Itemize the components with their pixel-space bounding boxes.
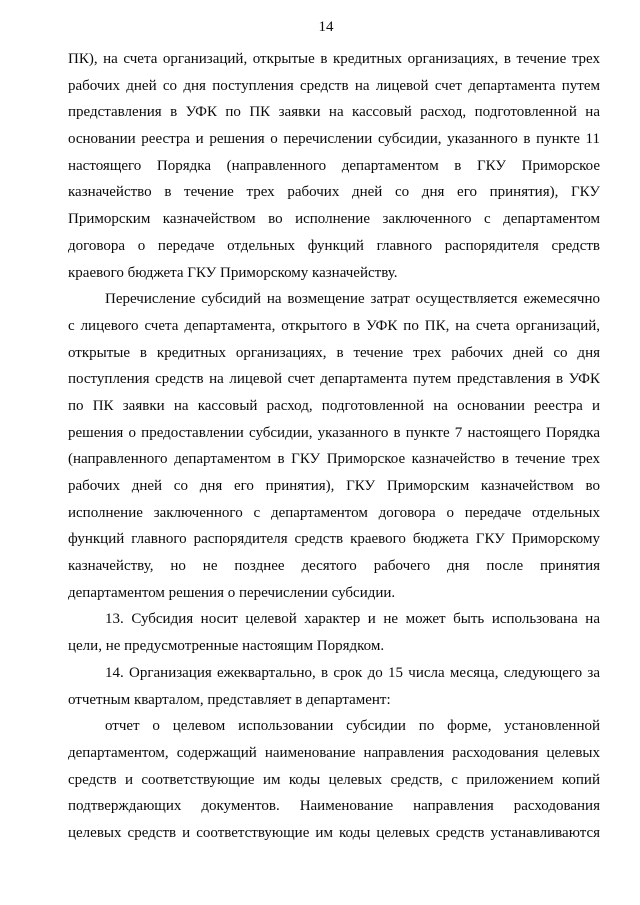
text-line: основании реестра и решения о перечислении субсидии, указанного в пункте 11 bbox=[68, 131, 600, 148]
text-line: рабочих дней со дня его принятия), ГКУ Приморским казначейством во bbox=[68, 478, 600, 494]
text-line: цели, не предусмотренные настоящим Порядком. bbox=[68, 638, 385, 655]
document-body bbox=[68, 46, 600, 847]
text-line: казначейство в течение трех рабочих дней со дня его принятия), ГКУ bbox=[68, 184, 600, 201]
text-line: ПК), на счета организаций, открытые в кредитных организациях, в течение трех bbox=[68, 51, 600, 67]
page-number: 14 bbox=[318, 19, 334, 35]
text-line: краевого бюджета ГКУ Приморскому казначейству. bbox=[68, 264, 398, 281]
text-line: рабочих дней со дня поступления средств на лицевой счет департамента путем bbox=[68, 77, 600, 94]
text-line: департаментом решения о перечислении субсидии. bbox=[68, 584, 396, 601]
text-line: по ПК заявки на кассовый расход, подготовленной на основании реестра и bbox=[68, 397, 600, 414]
text-line: казначейству, но не позднее десятого рабочего дня после принятия bbox=[68, 558, 600, 575]
text-line: договора о передаче отдельных функций главного распорядителя средств bbox=[68, 237, 600, 254]
text-line: решения о предоставлении субсидии, указанного в пункте 7 настоящего Порядка bbox=[68, 424, 600, 441]
paragraph-item-14 bbox=[68, 660, 600, 713]
paragraph-report-requirement bbox=[68, 713, 600, 846]
text-line: средств и соответствующие им коды целевых средств, с приложением копий bbox=[68, 771, 600, 788]
text-line: поступления средств на лицевой счет департамента путем представления в УФК bbox=[68, 371, 600, 388]
text-line: с лицевого счета департамента, открытого в УФК по ПК, на счета организаций, bbox=[68, 317, 600, 334]
text-line: функций главного распорядителя средств краевого бюджета ГКУ Приморскому bbox=[68, 531, 600, 548]
paragraph-subsidy-transfer bbox=[68, 286, 600, 606]
text-line: исполнение заключенного с департаментом договора о передаче отдельных bbox=[68, 504, 600, 521]
paragraph-item-13 bbox=[68, 606, 600, 659]
text-line: Перечисление субсидий на возмещение затрат осуществляется ежемесячно bbox=[105, 291, 600, 308]
paragraph-continued-from-previous-page bbox=[68, 46, 600, 286]
text-line: 13. Субсидия носит целевой характер и не может быть использована на bbox=[105, 611, 600, 628]
text-line: целевых средств и соответствующие им коды целевых средств устанавливаются bbox=[68, 824, 600, 841]
text-line: настоящего Порядка (направленного департаментом в ГКУ Приморское bbox=[68, 157, 600, 174]
text-line: открытые в кредитных организациях, в течение трех рабочих дней со дня bbox=[68, 344, 600, 361]
text-line: Приморским казначейством во исполнение заключенного с департаментом bbox=[68, 211, 600, 228]
text-line: (направленного департаментом в ГКУ Приморское казначейство в течение трех bbox=[68, 451, 600, 468]
text-line: департаментом, содержащий наименование направления расходования целевых bbox=[68, 744, 600, 761]
text-line: подтверждающих документов. Наименование направления расходования bbox=[68, 798, 600, 815]
text-line: отчетным кварталом, представляет в департамент: bbox=[68, 691, 391, 708]
text-line: представления в УФК по ПК заявки на кассовый расход, подготовленной на bbox=[68, 104, 600, 121]
text-line: отчет о целевом использовании субсидии по форме, установленной bbox=[105, 718, 600, 735]
text-line: 14. Организация ежеквартально, в срок до 15 числа месяца, следующего за bbox=[105, 664, 600, 681]
